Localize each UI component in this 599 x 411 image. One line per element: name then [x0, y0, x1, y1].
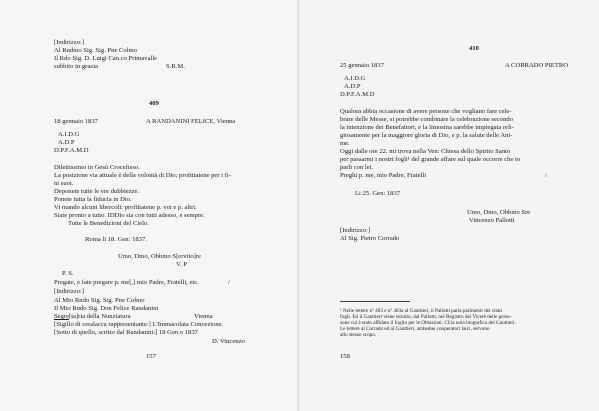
- body-line: me.: [340, 140, 350, 147]
- body-line: Tutte le Benedizioni del Cielo.: [68, 220, 149, 227]
- left-page: [0, 0, 299, 411]
- letter-recipient: A RANDANINI FELICE, Vienna: [146, 118, 236, 125]
- body-line: Deponete tutte le vre dubbiezze.: [54, 188, 140, 195]
- body-line: brare delle Messe, si potrebbe combinare la celebrazione secondo: [340, 116, 514, 123]
- closing: Umo, Dmo, Obbmo Sre: [467, 209, 531, 216]
- address-line: Il Rdo Sig. D. Luigi Can.co Primavalle: [54, 55, 158, 62]
- address-line: [Indirizzo:]: [54, 288, 85, 295]
- body-slash: /: [545, 172, 547, 179]
- address-line: [Indirizzo:]: [340, 227, 371, 234]
- letter-date: 25 gennaio 1837: [340, 62, 384, 69]
- ps-line: Pregate, e fate pregare p. me[,] mio Padre, Fratelli, etc.: [54, 279, 199, 286]
- body-line: Siate pronto a tutto. IDDio sia con tutti adesso, e sempre.: [54, 212, 205, 219]
- abbreviation: D.P.F.A.M.D: [54, 147, 89, 154]
- footnote-line: sone cui è stato affidato il foglio per le Oblazioni. Cf.la nota biografica del Gauttieri.: [340, 320, 516, 326]
- address-city: Vienna: [194, 313, 213, 320]
- body-line: Dilettissimo in Gesù Crocefisso.: [54, 164, 140, 171]
- address-line: Al Rndmo Sig. Sig. Pne Colmo: [54, 47, 137, 54]
- address-initials: S.R.M.: [166, 63, 185, 70]
- address-line: Al Sig. Pietro Corrado: [340, 235, 400, 242]
- body-line: la intenzione dei Benefattori, e la limosina sarebbe impiegata reli-: [340, 124, 514, 131]
- address-line: Al Mto Rndo Sig. Sig. Pne Colmo: [54, 297, 145, 304]
- body-line: Preghi p. me, mio Padre, Fratelli: [340, 172, 427, 179]
- letter-recipient: A CORRADO PIETRO: [505, 62, 569, 69]
- footnote-line: allo stesso scopo.: [340, 332, 377, 338]
- footnote-line: fogli. Ed il Gauttieri viene istruito, dal Pallotti, nel Registro dei Vicerè delle perso-: [340, 314, 512, 320]
- closing-initials: V. P: [176, 261, 187, 268]
- body-line: Ponete tutta la fiducia in Dio.: [54, 196, 132, 203]
- place-date: Li 25. Gen: 1837: [355, 190, 401, 197]
- signature-name: D. Vincenzo: [212, 338, 245, 345]
- letter-date: 18 gennaio 1837: [54, 118, 98, 125]
- letter-number: 409: [149, 100, 159, 107]
- abbreviation: A.I.D.G: [58, 131, 80, 138]
- segretaria-prefix: Segre: [54, 313, 70, 320]
- seal-line: [Sigillo di ceralacca rappresentante:] L'Immacolata Concezione.: [54, 321, 224, 328]
- note-line: [Sotto di quello, scritto dal Randanini:] 18 Gen.o 1837: [54, 329, 198, 336]
- footnote-line: Le lettere al Corrado ed al Gauttieri, ambedue cooperatori laici, servono: [340, 326, 490, 332]
- abbreviation: A.D.P: [344, 83, 361, 90]
- body-line: Qualora abbia occasione di avere persone che vogliano fare cele-: [340, 108, 512, 115]
- right-page: [299, 0, 599, 411]
- page-number: 157: [146, 353, 156, 360]
- letter-number: 410: [469, 45, 479, 52]
- closing: Umo, Dmo, Obbmo S[ervito]re: [118, 253, 201, 260]
- address-line: Il Mio Rndo Sig. Don Felice Randanini: [54, 305, 159, 312]
- footnote-rule: [340, 301, 410, 302]
- body-line: giosamente per la maggiore gloria di Dio, e p. la salute delle Ani-: [340, 132, 513, 139]
- place-date: Roma li 18. Gen: 1837.: [85, 236, 147, 243]
- body-line: ni suoi.: [54, 180, 74, 187]
- ps-label: P. S.: [62, 270, 74, 277]
- body-line: Vi mando alcuni libercoli: profittatene p. voi e p. altri.: [54, 204, 197, 211]
- address-line: [Indirizzo:]: [54, 39, 85, 46]
- body-line: Oggi dalle ore 22. mi trova nella Ven: Chiesa dello Spirito Santo: [340, 148, 511, 155]
- body-line: parli con lei.: [340, 164, 374, 171]
- abbreviation: A.D.P: [58, 139, 75, 146]
- abbreviation: A.I.D.G: [344, 75, 366, 82]
- page-number: 158: [340, 353, 350, 360]
- closing-name: Vincenzo Pallotti: [469, 217, 515, 224]
- body-line: per passarmi i nostri fogli¹ del grande affare sul quale occorre che io: [340, 156, 521, 163]
- body-line: La posizione via attuale è della volontà di Dio; profittatene per i fi-: [54, 172, 231, 179]
- abbreviation: D.P.F.A.M.D: [340, 91, 375, 98]
- footnote-line: ¹ Nelle lettere nº 403 e nº 403a al Gauttieri, il Pallotti parla parimenti dei citati: [340, 308, 503, 314]
- address-line: subbito in grazia: [54, 63, 98, 70]
- ps-slash: /: [228, 279, 230, 286]
- segretaria-rest: [ta]ria della Nunziatura: [69, 313, 131, 320]
